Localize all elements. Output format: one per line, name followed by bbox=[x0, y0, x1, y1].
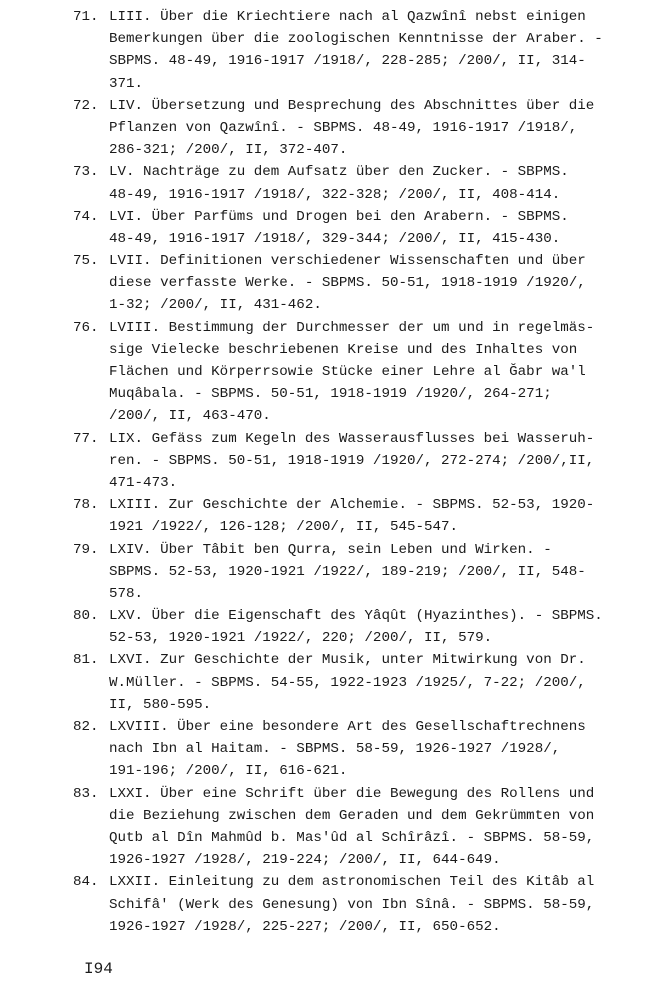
entry-line: 1921 /1922/, 126-128; /200/, II, 545-547. bbox=[109, 519, 459, 536]
entry-line: Bemerkungen über die zoologischen Kenntnisse der Araber. - bbox=[109, 31, 603, 48]
entry-line: LVIII. Bestimmung der Durchmesser der um und in regelmäs- bbox=[109, 319, 595, 336]
bibliography-entry bbox=[0, 539, 659, 606]
entry-line: Schifâ' (Werk des Genesung) von Ibn Sînâ. - SBPMS. 58-59, bbox=[109, 896, 595, 913]
entry-line: sige Vielecke beschriebenen Kreise und des Inhaltes von bbox=[109, 341, 578, 358]
bibliography-entry bbox=[0, 250, 659, 317]
entry-line: LV. Nachträge zu dem Aufsatz über den Zucker. - SBPMS. bbox=[109, 164, 569, 181]
entry-number: 74. bbox=[73, 208, 99, 225]
entry-line: 471-473. bbox=[109, 474, 178, 491]
entry-line: LXVI. Zur Geschichte der Musik, unter Mitwirkung von Dr. bbox=[109, 652, 586, 669]
entry-line: 286-321; /200/, II, 372-407. bbox=[109, 142, 348, 159]
entry-line: LIX. Gefäss zum Kegeln des Wasserausflusses bei Wasseruh- bbox=[109, 430, 595, 447]
entry-line: 371. bbox=[109, 75, 144, 92]
entry-text bbox=[109, 6, 659, 95]
entry-text bbox=[109, 317, 659, 428]
entry-text bbox=[109, 649, 659, 716]
bibliography-entry bbox=[0, 783, 659, 872]
entry-text bbox=[109, 428, 659, 495]
entry-number: 75. bbox=[73, 253, 99, 270]
entry-line: LXIV. Über Tâbit ben Qurra, sein Leben und Wirken. - bbox=[109, 541, 552, 558]
entry-line: ren. - SBPMS. 50-51, 1918-1919 /1920/, 272-274; /200/,II, bbox=[109, 452, 595, 469]
entry-text bbox=[109, 605, 659, 649]
bibliography-entry bbox=[0, 649, 659, 716]
entry-line: LVII. Definitionen verschiedener Wissenschaften und über bbox=[109, 253, 586, 270]
entry-number: 78. bbox=[73, 497, 99, 514]
entry-number: 83. bbox=[73, 785, 99, 802]
bibliography-list bbox=[0, 6, 659, 938]
entry-line: nach Ibn al Haitam. - SBPMS. 58-59, 1926-1927 /1928/, bbox=[109, 741, 561, 758]
entry-line: LXV. Über die Eigenschaft des Yâqût (Hyazinthes). - SBPMS. bbox=[109, 608, 603, 625]
entry-line: /200/, II, 463-470. bbox=[109, 408, 271, 425]
entry-number: 71. bbox=[73, 9, 99, 25]
entry-line: 52-53, 1920-1921 /1922/, 220; /200/, II, 579. bbox=[109, 630, 493, 647]
entry-line: II, 580-595. bbox=[109, 696, 212, 713]
entry-line: 48-49, 1916-1917 /1918/, 329-344; /200/, II, 415-430. bbox=[109, 230, 561, 247]
bibliography-entry bbox=[0, 206, 659, 250]
entry-line: Qutb al Dîn Mahmûd b. Mas'ûd al Schîrâzî. - SBPMS. 58-59, bbox=[109, 829, 595, 846]
bibliography-entry bbox=[0, 6, 659, 95]
entry-line: LXVIII. Über eine besondere Art des Gesellschaftrechnens bbox=[109, 719, 586, 735]
entry-text bbox=[109, 161, 659, 205]
entry-text bbox=[109, 250, 659, 317]
entry-text bbox=[109, 539, 659, 606]
entry-line: 48-49, 1916-1917 /1918/, 322-328; /200/, II, 408-414. bbox=[109, 186, 561, 203]
entry-line: Pflanzen von Qazwînî. - SBPMS. 48-49, 1916-1917 /1918/, bbox=[109, 119, 578, 136]
entry-line: 191-196; /200/, II, 616-621. bbox=[109, 763, 348, 780]
bibliography-entry bbox=[0, 161, 659, 205]
entry-line: Muqâbala. - SBPMS. 50-51, 1918-1919 /1920/, 264-271; bbox=[109, 386, 552, 403]
entry-line: LXXI. Über eine Schrift über die Bewegung des Rollens und bbox=[109, 785, 595, 802]
entry-line: 1926-1927 /1928/, 219-224; /200/, II, 644-649. bbox=[109, 852, 501, 869]
bibliography-entry bbox=[0, 317, 659, 428]
entry-number: 81. bbox=[73, 652, 99, 669]
entry-line: 578. bbox=[109, 585, 144, 602]
entry-line: SBPMS. 52-53, 1920-1921 /1922/, 189-219; /200/, II, 548- bbox=[109, 563, 586, 580]
entry-line: 1-32; /200/, II, 431-462. bbox=[109, 297, 322, 314]
entry-line: SBPMS. 48-49, 1916-1917 /1918/, 228-285; /200/, II, 314- bbox=[109, 53, 586, 70]
entry-line: LXIII. Zur Geschichte der Alchemie. - SBPMS. 52-53, 1920- bbox=[109, 497, 595, 514]
page-number: I94 bbox=[84, 960, 113, 978]
entry-line: LVI. Über Parfüms und Drogen bei den Arabern. - SBPMS. bbox=[109, 208, 569, 225]
entry-line: die Beziehung zwischen dem Geraden und dem Gekrümmten von bbox=[109, 807, 595, 824]
entry-number: 76. bbox=[73, 319, 99, 336]
entry-line: LIV. Übersetzung und Besprechung des Abschnittes über die bbox=[109, 97, 595, 114]
entry-number: 82. bbox=[73, 719, 99, 735]
entry-number: 84. bbox=[73, 874, 99, 891]
entry-text bbox=[109, 494, 659, 538]
entry-text bbox=[109, 206, 659, 250]
bibliography-entry bbox=[0, 494, 659, 538]
entry-text bbox=[109, 783, 659, 872]
entry-line: Flächen und Körperrsowie Stücke einer Lehre al Ğabr wa'l bbox=[109, 364, 586, 380]
entry-number: 72. bbox=[73, 97, 99, 114]
bibliography-entry bbox=[0, 95, 659, 162]
entry-number: 77. bbox=[73, 430, 99, 447]
entry-line: 1926-1927 /1928/, 225-227; /200/, II, 650-652. bbox=[109, 918, 501, 935]
entry-text bbox=[109, 716, 659, 783]
entry-text bbox=[109, 95, 659, 162]
entry-number: 73. bbox=[73, 164, 99, 181]
bibliography-entry bbox=[0, 428, 659, 495]
entry-text bbox=[109, 871, 659, 938]
entry-line: W.Müller. - SBPMS. 54-55, 1922-1923 /1925/, 7-22; /200/, bbox=[109, 674, 586, 691]
entry-line: LXXII. Einleitung zu dem astronomischen Teil des Kitâb al bbox=[109, 874, 595, 891]
entry-line: diese verfasste Werke. - SBPMS. 50-51, 1918-1919 /1920/, bbox=[109, 275, 586, 292]
bibliography-entry bbox=[0, 605, 659, 649]
entry-number: 79. bbox=[73, 541, 99, 558]
bibliography-entry bbox=[0, 871, 659, 938]
entry-line: LIII. Über die Kriechtiere nach al Qazwînî nebst einigen bbox=[109, 9, 586, 25]
bibliography-entry bbox=[0, 716, 659, 783]
entry-number: 80. bbox=[73, 608, 99, 625]
